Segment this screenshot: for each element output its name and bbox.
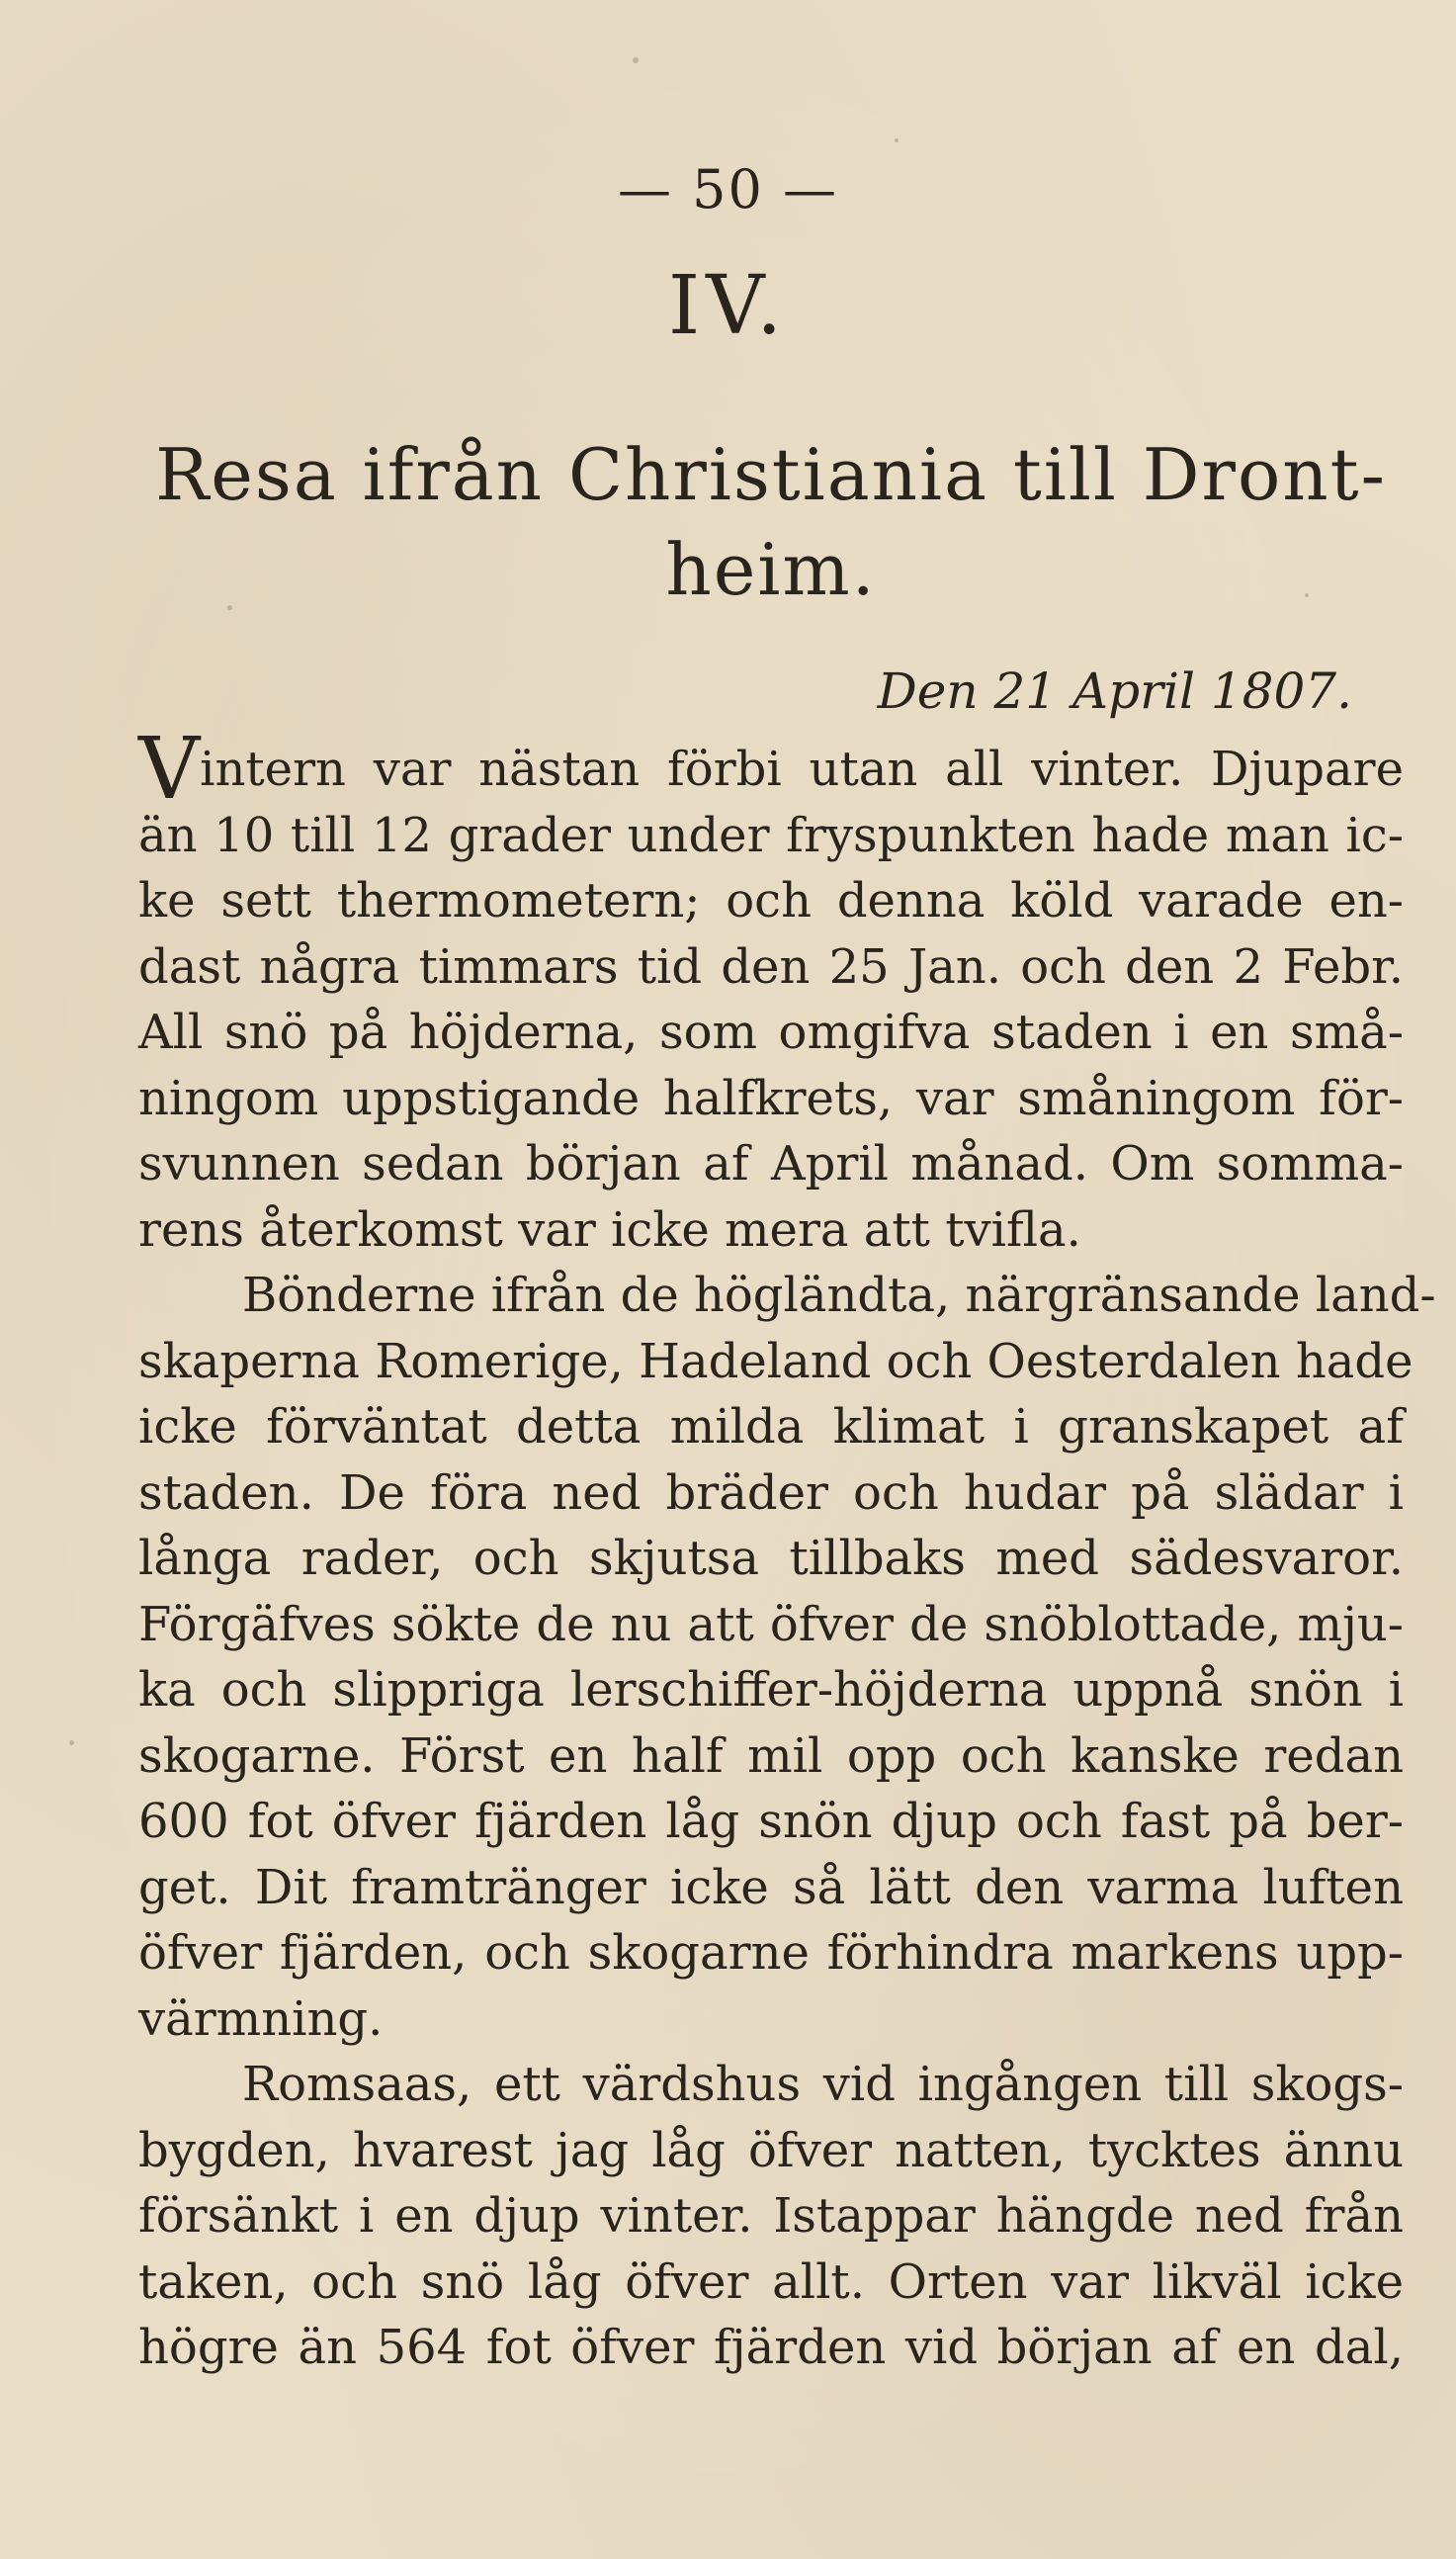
chapter-title xyxy=(138,427,1404,617)
paragraph-1 xyxy=(138,720,1404,1263)
text-line: bygden, hvarest jag låg öfver natten, tycktes ännu xyxy=(138,2122,1404,2178)
text-line: staden. De föra ned bräder och hudar på slädar i xyxy=(138,1464,1404,1521)
text-line: rens återkomst var icke mera att tvifla. xyxy=(138,1201,1081,1258)
text-line: get. Dit framtränger icke så lätt den varma luften xyxy=(138,1859,1404,1915)
title-line: heim. xyxy=(665,528,877,611)
body-text xyxy=(138,720,1436,2381)
text-line: Vintern var nästan förbi utan all vinter. Djupare xyxy=(138,720,1404,819)
text-line: långa rader, och skjutsa tillbaks med sädesvaror. xyxy=(138,1531,1404,1586)
paragraph-3 xyxy=(138,2052,1404,2381)
text-line: ka och slippriga lerschiffer-höjderna uppnå snön i xyxy=(138,1662,1404,1718)
title-line: Resa ifrån Christiania till Dront- xyxy=(155,433,1387,516)
chapter-heading: IV. xyxy=(667,259,789,353)
paper-speck xyxy=(69,1740,74,1745)
text-line: Förgäfves sökte de nu att öfver de snöblottade, mju- xyxy=(138,1596,1404,1652)
text-line: försänkt i en djup vinter. Istappar hängde ned från xyxy=(138,2188,1404,2244)
text-line: skogarne. Först en half mil opp och kanske redan xyxy=(138,1727,1404,1784)
text-line: högre än 564 fot öfver fjärden vid början af en dal, xyxy=(138,2320,1404,2375)
text-line: Bönderne ifrån de högländta, närgränsande land- xyxy=(242,1268,1436,1323)
text-line: än 10 till 12 grader under fryspunkten hade man ic- xyxy=(138,807,1404,863)
paper-speck xyxy=(895,138,899,142)
text-line: 600 fot öfver fjärden låg snön djup och fast på ber- xyxy=(138,1794,1404,1849)
text-line: öfver fjärden, och skogarne förhindra markens upp- xyxy=(138,1925,1404,1981)
drop-cap: V xyxy=(138,720,201,819)
text-line: Romsaas, ett värdshus vid ingången till skogs- xyxy=(242,2057,1404,2112)
text-line: skaperna Romerige, Hadeland och Oesterdalen hade xyxy=(138,1333,1413,1389)
page-number: — 50 — xyxy=(617,158,839,221)
paragraph-2 xyxy=(138,1263,1436,2052)
text-line: taken, och snö låg öfver allt. Orten var likväl icke xyxy=(138,2253,1404,2310)
text-line: ningom uppstigande halfkrets, var småningom för- xyxy=(138,1070,1404,1126)
text-line: svunnen sedan början af April månad. Om somma- xyxy=(138,1136,1404,1191)
entry-date: Den 21 April 1807. xyxy=(877,662,1352,720)
text-line: icke förväntat detta milda klimat i granskapet af xyxy=(138,1399,1404,1455)
text-line: värmning. xyxy=(138,1990,384,2047)
text-line: All snö på höjderna, som omgifva staden i en små- xyxy=(138,1005,1404,1060)
paper-speck xyxy=(633,57,639,63)
text-line: dast några timmars tid den 25 Jan. och den 2 Febr. xyxy=(138,938,1404,995)
text-line: ke sett thermometern; och denna köld varade en- xyxy=(138,873,1404,928)
